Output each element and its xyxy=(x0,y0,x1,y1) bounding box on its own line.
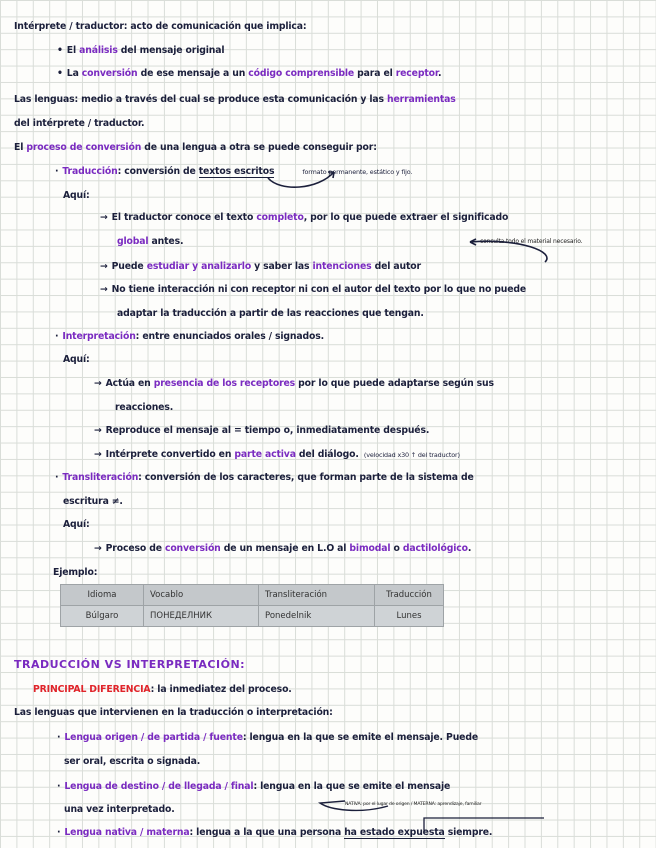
note-text: por lo que puede adaptarse según sus xyxy=(295,378,494,389)
highlighted-term: global xyxy=(117,236,149,247)
note-text: : acto de comunicación que implica: xyxy=(123,21,307,32)
bullet-icon: · xyxy=(55,331,59,342)
note-text: de ese mensaje a un xyxy=(137,68,249,79)
note-text: Puede xyxy=(111,261,147,272)
highlighted-term: herramientas xyxy=(387,94,456,105)
bullet-icon: · xyxy=(57,827,61,838)
note-text: , por lo que puede extraer el significado xyxy=(303,212,509,223)
note-text: de un mensaje en L.O al xyxy=(220,543,350,554)
bullet-icon: · xyxy=(57,732,61,743)
bracket-expuesta xyxy=(424,818,544,832)
side-note: (velocidad x30 ↑ del traductor) xyxy=(363,451,460,459)
highlighted-term: intenciones xyxy=(312,261,372,272)
highlighted-term: bimodal xyxy=(349,543,391,554)
note-text: : lengua en la que se emite el mensaje xyxy=(253,781,451,792)
highlighted-term: Lengua origen / de partida / fuente xyxy=(64,732,243,743)
highlighted-term: Interpretación xyxy=(62,331,136,342)
side-note: formato permanente, estático y fijo. xyxy=(302,168,413,176)
note-text: Aquí: xyxy=(63,354,90,365)
highlighted-term: Lengua nativa / materna xyxy=(64,827,190,838)
note-text: del mensaje original xyxy=(117,45,225,56)
note-text: antes. xyxy=(148,236,184,247)
note-text: Intérprete convertido en xyxy=(105,449,235,460)
arrow-right-icon: → xyxy=(94,543,102,554)
note-text: : medio a través del cual se produce esta comunicación y las xyxy=(74,94,388,105)
side-note-nativa-materna: NATIVA: por el lugar de origen / MATERNA: aprendizaje, familiar xyxy=(345,802,482,807)
highlighted-term: Transliteración xyxy=(62,472,139,483)
table-header-transliteracion: Transliteración xyxy=(259,585,375,606)
highlighted-term: presencia de los receptores xyxy=(153,378,296,389)
highlighted-term: Lengua de destino / de llegada / final xyxy=(64,781,254,792)
highlighted-term: análisis xyxy=(79,45,118,56)
note-text: La xyxy=(66,68,82,79)
note-text: y saber las xyxy=(251,261,313,272)
arrow-right-icon: → xyxy=(100,261,108,272)
note-text: Ejemplo: xyxy=(53,567,98,578)
note-text: ha estado expuesta xyxy=(344,827,445,838)
note-text: del intérprete / traductor. xyxy=(14,118,145,129)
note-text: para el xyxy=(354,68,396,79)
highlighted-term: dactilológico xyxy=(402,543,468,554)
bullet-icon: • xyxy=(57,45,63,56)
table-cell: Búlgaro xyxy=(61,606,144,627)
note-text: reacciones. xyxy=(115,402,174,413)
note-text: : conversión de los caracteres, que forman parte de la sistema de xyxy=(138,472,474,483)
table-cell: Ponedelnik xyxy=(259,606,375,627)
arrow-right-icon: → xyxy=(100,212,108,223)
note-text: escritura ≠. xyxy=(63,496,123,507)
arrow-consulta xyxy=(470,241,547,262)
side-note-consulta: consulta todo el material necesario. xyxy=(480,238,583,245)
note-text: siempre. xyxy=(444,827,493,838)
table-header-idioma: Idioma xyxy=(61,585,144,606)
note-text: Proceso de xyxy=(105,543,165,554)
note-text: adaptar la traducción a partir de las reacciones que tengan. xyxy=(117,308,424,319)
note-text: : conversión de xyxy=(117,166,199,177)
note-text: textos escritos xyxy=(198,166,275,177)
note-text: Aquí: xyxy=(63,519,90,530)
highlighted-term: TRADUCCIÓN VS INTERPRETACIÓN: xyxy=(14,658,246,671)
highlighted-term: conversión xyxy=(81,68,138,79)
note-text: : lengua en la que se emite el mensaje. Puede xyxy=(242,732,478,743)
note-text: No tiene interacción ni con receptor ni con el autor del texto por lo que no puede xyxy=(111,284,527,295)
arrow-right-icon: → xyxy=(94,425,102,436)
highlighted-term: parte activa xyxy=(234,449,296,460)
table-cell: Lunes xyxy=(375,606,444,627)
highlighted-term: conversión xyxy=(164,543,221,554)
highlighted-term: Traducción xyxy=(62,166,118,177)
bullet-icon: • xyxy=(57,68,63,79)
note-text: Las lenguas que intervienen en la traducción o interpretación: xyxy=(14,707,333,718)
note-text: El xyxy=(66,45,80,56)
note-text: del diálogo. xyxy=(295,449,362,460)
note-text: Las lenguas xyxy=(14,94,75,105)
highlighted-term: estudiar y analizarlo xyxy=(146,261,252,272)
table-header-traduccion: Traducción xyxy=(375,585,444,606)
note-text: ser oral, escrita o signada. xyxy=(64,756,201,767)
note-text: del autor xyxy=(371,261,421,272)
note-text: . xyxy=(437,68,442,79)
note-text: : la inmediatez del proceso. xyxy=(150,684,292,695)
note-text: El xyxy=(14,142,27,153)
highlighted-term: completo xyxy=(256,212,304,223)
highlighted-term: proceso de conversión xyxy=(26,142,142,153)
note-text: o xyxy=(390,543,403,554)
arrow-textos-escritos xyxy=(268,172,334,187)
highlighted-term: PRINCIPAL DIFERENCIA xyxy=(33,684,151,695)
highlighted-term: receptor xyxy=(395,68,438,79)
arrow-right-icon: → xyxy=(94,378,102,389)
note-text: El traductor conoce el texto xyxy=(111,212,257,223)
note-text: : entre enunciados orales / signados. xyxy=(135,331,325,342)
note-text: : lengua a la que una persona xyxy=(189,827,345,838)
table-header-vocablo: Vocablo xyxy=(144,585,259,606)
arrow-right-icon: → xyxy=(100,284,108,295)
note-text: de una lengua a otra se puede conseguir por: xyxy=(141,142,377,153)
note-text: una vez interpretado. xyxy=(64,804,175,815)
note-text: Actúa en xyxy=(105,378,154,389)
bullet-icon: · xyxy=(55,472,59,483)
arrow-nativa-materna xyxy=(320,801,388,810)
note-text: . xyxy=(467,543,472,554)
bullet-icon: · xyxy=(57,781,61,792)
bullet-icon: · xyxy=(55,166,59,177)
note-text: Reproduce el mensaje al = tiempo o, inmediatamente después. xyxy=(105,425,430,436)
highlighted-term: código comprensible xyxy=(248,68,355,79)
table-cell: ПОНЕДЕЛНИК xyxy=(144,606,259,627)
arrow-right-icon: → xyxy=(94,449,102,460)
note-text: Intérprete / traductor xyxy=(14,21,124,32)
note-text: Aquí: xyxy=(63,190,90,201)
